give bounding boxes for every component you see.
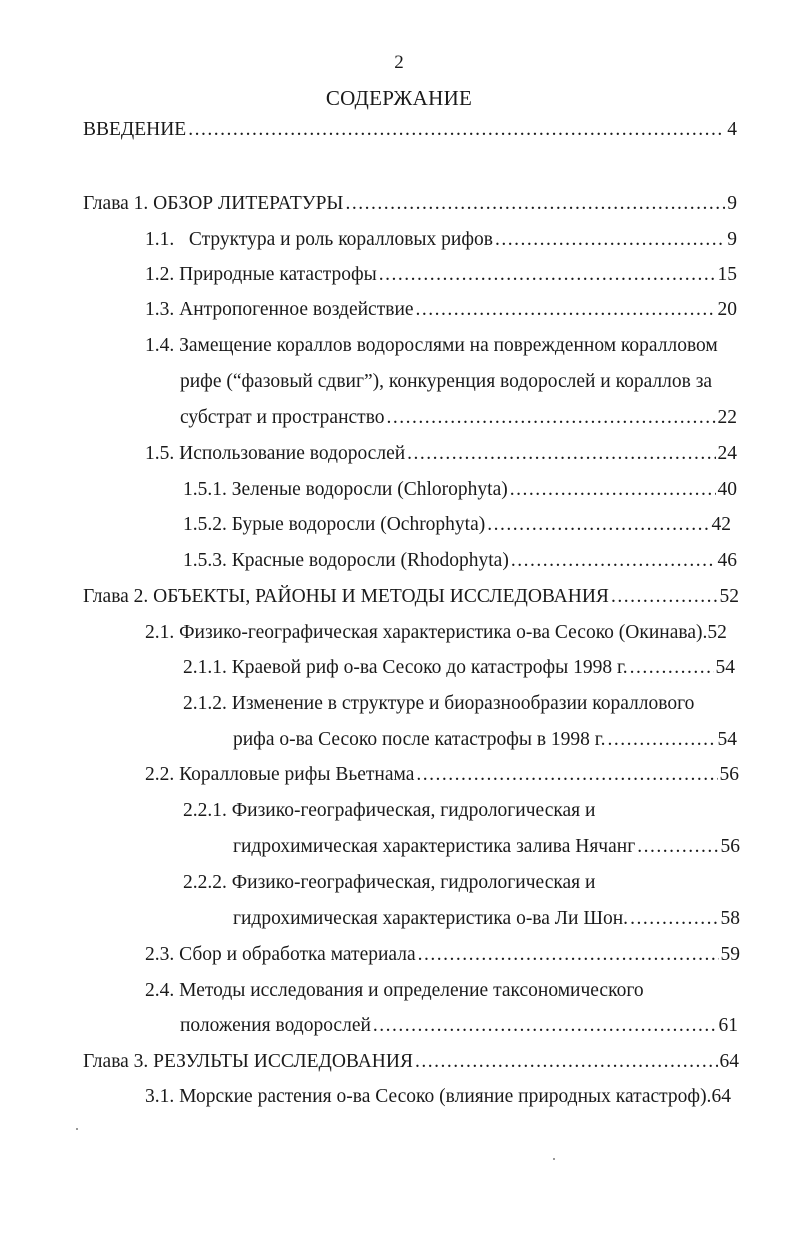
toc-entry-2-1-2-line1: 2.1.2. Изменение в структуре и биоразнообразии кораллового	[183, 693, 695, 714]
toc-entry-1-3	[145, 298, 737, 321]
toc-entry-page: 58	[720, 908, 740, 929]
dot-leader	[630, 907, 718, 930]
toc-entry-text: Глава 1. ОБЗОР ЛИТЕРАТУРЫ	[83, 193, 344, 214]
dot-leader	[416, 763, 717, 786]
toc-entry-text: 1.2. Природные катастрофы	[145, 264, 377, 285]
toc-entry-1-5-2	[183, 513, 731, 536]
dot-leader	[607, 728, 715, 751]
toc-entry-text: ВВЕДЕНИЕ	[83, 119, 187, 140]
toc-entry-text: Глава 2. ОБЪЕКТЫ, РАЙОНЫ И МЕТОДЫ ИССЛЕДОВАНИЯ	[83, 586, 609, 607]
dot-leader	[418, 943, 719, 966]
toc-entry-chapter-1	[83, 192, 737, 215]
dot-leader	[487, 513, 709, 536]
toc-entry-page: 52	[719, 586, 739, 607]
toc-entry-page: 42	[711, 514, 731, 535]
dot-leader	[495, 228, 725, 251]
dot-leader	[407, 442, 715, 465]
toc-entry-text: субстрат и пространство	[180, 407, 385, 428]
dot-leader	[416, 298, 716, 321]
toc-entry-page: 54	[715, 657, 735, 678]
toc-entry-2-3	[145, 943, 740, 966]
toc-entry-chapter-3	[83, 1050, 739, 1073]
dot-leader	[373, 1014, 717, 1037]
dot-leader	[188, 118, 725, 141]
toc-entry-text: гидрохимическая характеристика залива Нячанг	[233, 836, 636, 857]
toc-entry-page: 9	[727, 229, 737, 250]
toc-entry-page: 24	[717, 443, 737, 464]
dot-leader	[387, 406, 716, 429]
dot-leader	[611, 585, 718, 608]
toc-entry-text: 2.3. Сбор и обработка материала	[145, 944, 416, 965]
toc-entry-2-2-1	[233, 835, 740, 858]
toc-entry-text: 2.2. Коралловые рифы Вьетнама	[145, 764, 415, 785]
toc-entry-1-5	[145, 442, 737, 465]
toc-entry-text: 2.1.1. Краевой риф о-ва Сесоко до катастрофы 1998 г.	[183, 657, 628, 678]
toc-entry-page: 40	[717, 479, 737, 500]
toc-entry-page: 20	[717, 299, 737, 320]
toc-entry-text: рифа о-ва Сесоко после катастрофы в 1998 г.	[233, 729, 606, 750]
toc-entry-3-1	[145, 1085, 741, 1108]
toc-entry-text: 1.5.2. Бурые водоросли (Ochrophyta)	[183, 514, 486, 535]
toc-entry-text: Глава 3. РЕЗУЛЬТЫ ИССЛЕДОВАНИЯ	[83, 1051, 413, 1072]
toc-entry-text: положения водорослей	[180, 1015, 371, 1036]
toc-entry-intro	[83, 118, 737, 141]
toc-entry-1-5-1	[183, 478, 737, 501]
toc-entry-text: 1.5. Использование водорослей	[145, 443, 406, 464]
scan-speck	[553, 1158, 555, 1160]
toc-entry-page: 15	[717, 264, 737, 285]
toc-entry-page: 56	[719, 764, 739, 785]
toc-entry-page: 64	[719, 1051, 739, 1072]
page-number: 2	[394, 52, 404, 73]
toc-entry-page: 61	[718, 1015, 738, 1036]
dot-leader	[415, 1050, 718, 1073]
toc-entry-text: 1.3. Антропогенное воздействие	[145, 299, 414, 320]
toc-entry-page: 64	[711, 1086, 731, 1107]
toc-entry-page: 52	[707, 622, 727, 643]
toc-entry-1-4	[180, 406, 737, 429]
toc-entry-2-4-line1: 2.4. Методы исследования и определение таксономического	[145, 980, 644, 1001]
toc-entry-2-4	[180, 1014, 738, 1037]
dot-leader	[379, 263, 716, 286]
toc-entry-2-1	[145, 621, 739, 644]
toc-title: СОДЕРЖАНИЕ	[325, 86, 473, 110]
toc-entry-1-4-line2: рифе (“фазовый сдвиг”), конкуренция водорослей и кораллов за	[180, 371, 713, 392]
toc-entry-1-5-3	[183, 549, 737, 572]
toc-entry-1-4-line1: 1.4. Замещение кораллов водорослями на поврежденном коралловом	[145, 335, 718, 356]
toc-entry-text: гидрохимическая характеристика о-ва Ли Шон.	[233, 908, 629, 929]
dot-leader	[630, 656, 714, 679]
dot-leader	[637, 835, 718, 858]
toc-entry-text: 1.5.1. Зеленые водоросли (Chlorophyta)	[183, 479, 508, 500]
dot-leader	[510, 478, 716, 501]
dot-leader	[345, 192, 725, 215]
toc-entry-2-2-1-line1: 2.2.1. Физико-географическая, гидрологическая и	[183, 800, 596, 821]
scan-speck	[76, 1128, 78, 1130]
toc-entry-text: 3.1. Морские растения о-ва Сесоко (влияние природных катастроф).	[145, 1086, 712, 1107]
toc-entry-2-1-2	[233, 728, 737, 751]
toc-entry-1-1	[145, 228, 737, 251]
toc-entry-page: 22	[717, 407, 737, 428]
toc-entry-page: 9	[727, 193, 737, 214]
toc-entry-2-2-2	[233, 907, 740, 930]
toc-entry-page: 56	[720, 836, 740, 857]
toc-entry-page: 46	[717, 550, 737, 571]
toc-entry-text: 1.1. Структура и роль коралловых рифов	[145, 229, 493, 250]
toc-entry-chapter-2	[83, 585, 739, 608]
toc-entry-page: 4	[727, 119, 737, 140]
toc-entry-text: 2.1. Физико-географическая характеристика о-ва Сесоко (Окинава).	[145, 622, 708, 643]
dot-leader	[511, 549, 716, 572]
toc-entry-2-2	[145, 763, 739, 786]
toc-entry-text: 1.5.3. Красные водоросли (Rhodophyta)	[183, 550, 509, 571]
toc-entry-2-2-2-line1: 2.2.2. Физико-географическая, гидрологическая и	[183, 872, 596, 893]
toc-entry-2-1-1	[183, 656, 735, 679]
toc-entry-1-2	[145, 263, 737, 286]
toc-entry-page: 54	[717, 729, 737, 750]
toc-entry-page: 59	[720, 944, 740, 965]
